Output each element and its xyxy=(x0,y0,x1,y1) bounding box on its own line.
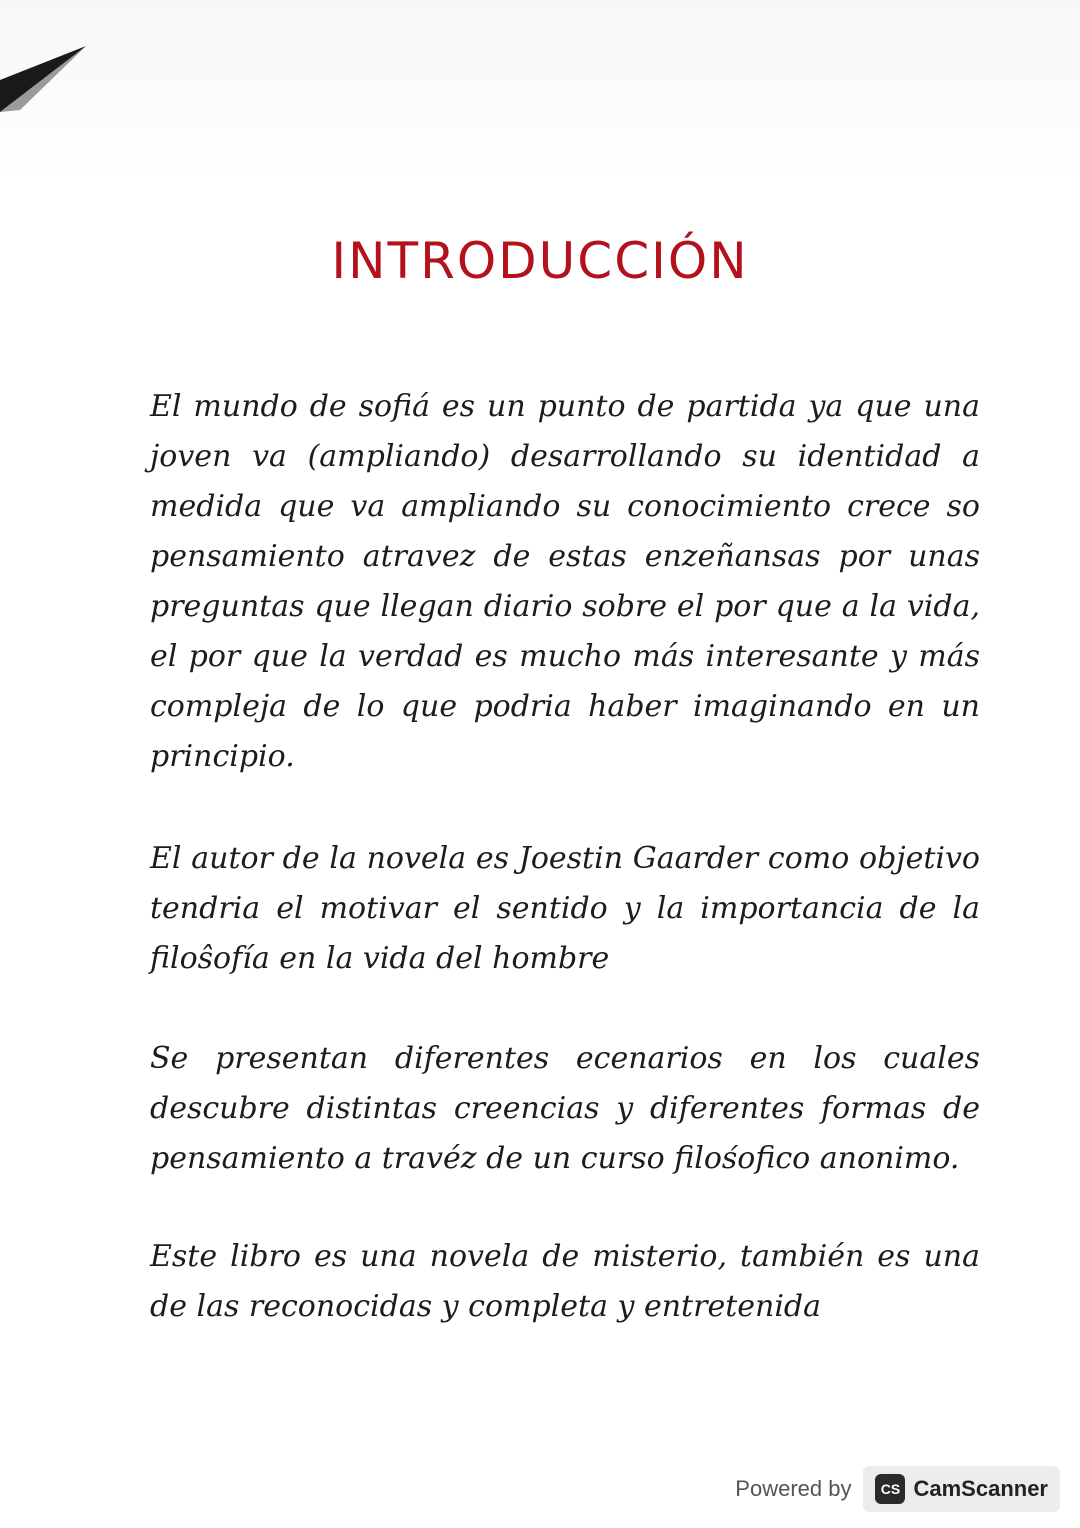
page-fold-shadow xyxy=(0,0,200,140)
camscanner-watermark xyxy=(735,1466,1060,1512)
camscanner-badge xyxy=(863,1466,1060,1512)
camscanner-brand-text: CamScanner xyxy=(913,1476,1048,1501)
camscanner-logo-icon: CS xyxy=(875,1474,905,1504)
powered-by-text: Powered by xyxy=(735,1476,852,1501)
paragraph-3: Se presentan diferentes ecenarios en los cuales descubre distintas creencias y diferentes formas de pensamiento a travéz de un curso filośofico anonimo. xyxy=(150,1041,980,1176)
paragraph-4: Este libro es una novela de misterio, también es una de las reconocidas y completa y entretenida xyxy=(150,1239,980,1324)
page-title: INTRODUCCIÓN xyxy=(331,232,749,290)
paragraph-2: El autor de la novela es Joestin Gaarder como objetivo tendria el motivar el sentido y la importancia de la filoŝofía en la vida del hombre xyxy=(150,841,980,976)
paragraph-1: El mundo de sofiá es un punto de partida ya que una joven va (ampliando) desarrollando su identidad a medida que va ampliando su conocimiento crece so pensamiento atravez de estas enzeñansas por unas preguntas que llegan diario sobre el por que a la vida, el por que la verdad es mucho más interesante y más compleja de lo que podria haber imaginando en un principio. xyxy=(150,389,980,774)
